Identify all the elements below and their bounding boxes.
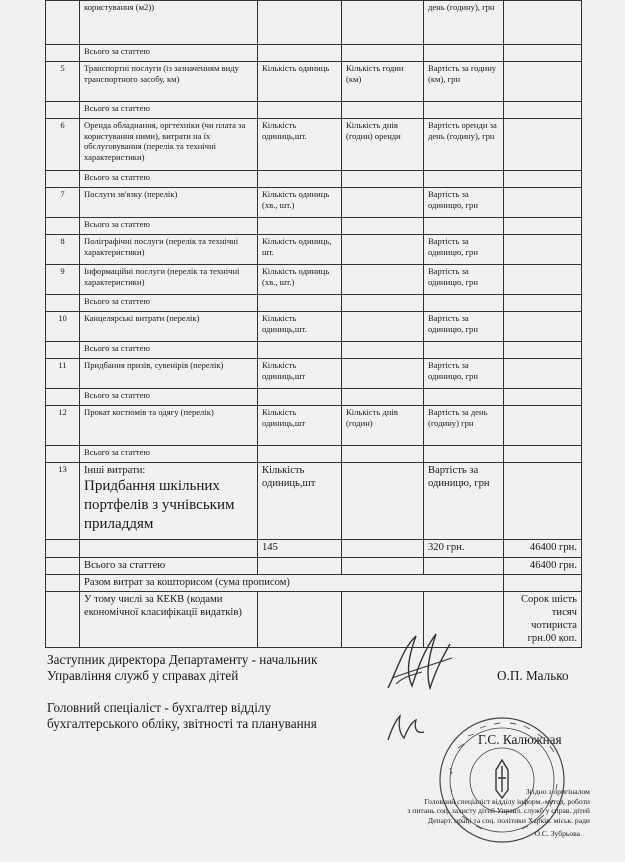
empty-cell xyxy=(46,540,80,558)
row-number: 5 xyxy=(46,62,80,102)
unit-price-header: Вартість за одиницю, грн xyxy=(424,188,504,218)
empty-cell xyxy=(504,171,582,188)
empty-cell xyxy=(342,540,424,558)
quantity-header: Кількість одиниць (хв., шт.) xyxy=(258,265,342,295)
row-number: 12 xyxy=(46,406,80,446)
empty-cell xyxy=(46,592,80,648)
unit-price-header: Вартість за одиницю, грн xyxy=(424,312,504,342)
table-row xyxy=(46,359,582,389)
empty-cell xyxy=(504,119,582,171)
table-row xyxy=(46,1,582,45)
unit-price-header: Вартість за одиницю, грн xyxy=(424,463,504,540)
empty-cell xyxy=(424,295,504,312)
empty-cell xyxy=(46,558,80,575)
table-row xyxy=(46,592,582,648)
table-row xyxy=(46,188,582,218)
empty-cell xyxy=(504,342,582,359)
copy-note-line5: О.С. Зубрьова xyxy=(534,829,580,838)
second-signatory-position: Головний спеціаліст - бухгалтер відділу бухгалтерського обліку, звітності та планування xyxy=(47,700,317,731)
row-number-cell xyxy=(46,446,80,463)
empty-cell xyxy=(504,1,582,45)
table-row xyxy=(46,540,582,558)
expense-item: Поліграфічні послуги (перелік та технічні характеристики) xyxy=(80,235,258,265)
expense-item: Придбання призів, сувенірів (перелік) xyxy=(80,359,258,389)
empty-cell xyxy=(258,592,342,648)
unit-price-header: Вартість за одиницю, грн xyxy=(424,235,504,265)
table-row xyxy=(46,218,582,235)
empty-cell xyxy=(504,102,582,119)
empty-cell xyxy=(504,295,582,312)
quantity-header: Кількість одиниць,шт xyxy=(258,463,342,540)
empty-cell xyxy=(258,102,342,119)
row-number-cell xyxy=(46,102,80,119)
empty-cell xyxy=(258,171,342,188)
empty-cell xyxy=(504,188,582,218)
table-row xyxy=(46,62,582,102)
empty-cell xyxy=(258,45,342,62)
article-total-sum: 46400 грн. xyxy=(504,558,582,575)
empty-cell xyxy=(424,446,504,463)
empty-cell xyxy=(504,446,582,463)
quantity-header: Кількість одиниць,шт xyxy=(258,359,342,389)
article-total-label: Всього за статтею xyxy=(80,171,258,188)
empty-cell xyxy=(424,171,504,188)
table-row xyxy=(46,102,582,119)
duration-header xyxy=(342,235,424,265)
table-row xyxy=(46,342,582,359)
table-row xyxy=(46,265,582,295)
article-total-label: Всього за статтею xyxy=(80,389,258,406)
row-number: 11 xyxy=(46,359,80,389)
row-number-cell xyxy=(46,218,80,235)
empty-cell xyxy=(504,406,582,446)
duration-header: Кількість годин (км) xyxy=(342,62,424,102)
empty-cell xyxy=(424,218,504,235)
table-row xyxy=(46,446,582,463)
first-signatory-position: Заступник директора Департаменту - начальник Управління служб у справах дітей xyxy=(47,652,318,683)
expense-item: Прокат костюмів та одягу (перелік) xyxy=(80,406,258,446)
article-total-label: Всього за статтею xyxy=(80,558,258,575)
empty-cell xyxy=(258,558,342,575)
table-row xyxy=(46,235,582,265)
duration-header: Кількість днів (годин) xyxy=(342,406,424,446)
row-number: 13 xyxy=(46,463,80,540)
empty-cell xyxy=(258,446,342,463)
article-total-label: Всього за статтею xyxy=(80,102,258,119)
empty-cell xyxy=(504,463,582,540)
empty-cell xyxy=(504,45,582,62)
other-expenses-label: Інші витрати: xyxy=(84,465,146,476)
empty-cell xyxy=(504,218,582,235)
copy-note-line4: Департ. праці та соц. політики Харків. міськ. ради xyxy=(427,815,590,825)
expense-item: Оренда обладнання, оргтехніки (чи плата за користування ними), витрати на їх обслуговування (перелік та технічні характеристики) xyxy=(80,119,258,171)
article-total-label: Всього за статтею xyxy=(80,342,258,359)
quantity-header: Кількість одиниць,шт xyxy=(258,406,342,446)
kekv-label: У тому числі за КЕКВ (кодами економічної класифікації видатків) xyxy=(80,592,258,648)
empty-cell xyxy=(504,389,582,406)
expense-item: користування (м2)) xyxy=(80,1,258,45)
table-row xyxy=(46,295,582,312)
quantity-header: Кількість одиниць,шт. xyxy=(258,312,342,342)
row-number: 9 xyxy=(46,265,80,295)
table-row xyxy=(46,312,582,342)
empty-cell xyxy=(504,235,582,265)
empty-cell xyxy=(258,342,342,359)
empty-cell xyxy=(342,558,424,575)
row-number-cell xyxy=(46,45,80,62)
empty-cell xyxy=(424,102,504,119)
duration-header xyxy=(342,1,424,45)
second-signatory-name: Г.С. Калюжная xyxy=(478,732,562,747)
row-number: 10 xyxy=(46,312,80,342)
unit-price-header: Вартість оренди за день (годину), грн xyxy=(424,119,504,171)
article-total-label: Всього за статтею xyxy=(80,45,258,62)
empty-cell xyxy=(342,295,424,312)
expense-item: Канцелярські витрати (перелік) xyxy=(80,312,258,342)
expense-item xyxy=(80,463,258,540)
copy-note xyxy=(360,787,590,839)
row-number: 6 xyxy=(46,119,80,171)
empty-cell xyxy=(424,342,504,359)
empty-cell xyxy=(424,558,504,575)
table-row xyxy=(46,406,582,446)
empty-cell xyxy=(46,575,80,592)
grand-total-label: Разом витрат за кошторисом (сума прописом) xyxy=(80,575,504,592)
row-number-cell xyxy=(46,295,80,312)
empty-cell xyxy=(258,389,342,406)
row-number-cell xyxy=(46,389,80,406)
empty-cell xyxy=(342,171,424,188)
empty-cell xyxy=(504,359,582,389)
table-row xyxy=(46,558,582,575)
unit-price-header: Вартість за день (годину) грн xyxy=(424,406,504,446)
unit-price-header: Вартість за одиницю, грн xyxy=(424,359,504,389)
row-number: 8 xyxy=(46,235,80,265)
empty-cell xyxy=(258,218,342,235)
row-number: 7 xyxy=(46,188,80,218)
first-signatory-name: О.П. Малько xyxy=(497,668,569,683)
empty-cell xyxy=(80,540,258,558)
empty-cell xyxy=(342,342,424,359)
table-body xyxy=(46,1,582,648)
unit-price-header: Вартість за одиницю, грн xyxy=(424,265,504,295)
row-number-cell xyxy=(46,171,80,188)
empty-cell xyxy=(342,102,424,119)
quantity-value: 145 xyxy=(258,540,342,558)
duration-header xyxy=(342,359,424,389)
unit-price-header: Вартість за годину (км), грн xyxy=(424,62,504,102)
table-row xyxy=(46,575,582,592)
duration-header xyxy=(342,188,424,218)
empty-cell xyxy=(342,389,424,406)
quantity-header: Кількість одиниць xyxy=(258,62,342,102)
empty-cell xyxy=(342,218,424,235)
copy-note-line1: Згідно з оригіналом xyxy=(525,787,590,796)
empty-cell xyxy=(342,446,424,463)
duration-header: Кількість днів (годин) оренди xyxy=(342,119,424,171)
empty-cell xyxy=(504,312,582,342)
empty-cell xyxy=(504,62,582,102)
empty-cell xyxy=(504,265,582,295)
row-number xyxy=(46,1,80,45)
article-total-label: Всього за статтею xyxy=(80,218,258,235)
table-row xyxy=(46,463,582,540)
empty-cell xyxy=(424,389,504,406)
table-row xyxy=(46,119,582,171)
quantity-header: Кількість одиниць, шт. xyxy=(258,235,342,265)
expense-item: Інформаційні послуги (перелік та технічні характеристики) xyxy=(80,265,258,295)
expense-item: Послуги зв'язку (перелік) xyxy=(80,188,258,218)
expense-item: Транспортні послуги (із зазначенням виду транспортного засобу, км) xyxy=(80,62,258,102)
empty-cell xyxy=(342,463,424,540)
empty-cell xyxy=(504,575,582,592)
copy-note-line3: з питань соц. захисту дітей Управл. служб у справ. дітей xyxy=(407,806,590,815)
row-number-cell xyxy=(46,342,80,359)
table-row xyxy=(46,171,582,188)
table-row xyxy=(46,45,582,62)
unit-price-value: 320 грн. xyxy=(424,540,504,558)
budget-table xyxy=(45,0,582,648)
total-in-words: Сорок шість тисяч чотириста грн.00 коп. xyxy=(504,592,582,648)
signature-malko xyxy=(378,628,458,694)
empty-cell xyxy=(258,295,342,312)
duration-header xyxy=(342,312,424,342)
table-row xyxy=(46,389,582,406)
empty-cell xyxy=(342,45,424,62)
sum-value: 46400 грн. xyxy=(504,540,582,558)
article-total-label: Всього за статтею xyxy=(80,295,258,312)
quantity-header xyxy=(258,1,342,45)
signature-kaliuzhna xyxy=(384,710,428,746)
copy-note-line2: Головний спеціаліст відділу інформ.-метод. роботи xyxy=(424,796,590,806)
other-expenses-value: Придбання шкільних портфелів з учнівським приладдям xyxy=(84,478,235,532)
empty-cell xyxy=(424,45,504,62)
unit-price-header: день (годину), грн xyxy=(424,1,504,45)
duration-header xyxy=(342,265,424,295)
quantity-header: Кількість одиниць (хв., шт.) xyxy=(258,188,342,218)
quantity-header: Кількість одиниць,шт. xyxy=(258,119,342,171)
article-total-label: Всього за статтею xyxy=(80,446,258,463)
